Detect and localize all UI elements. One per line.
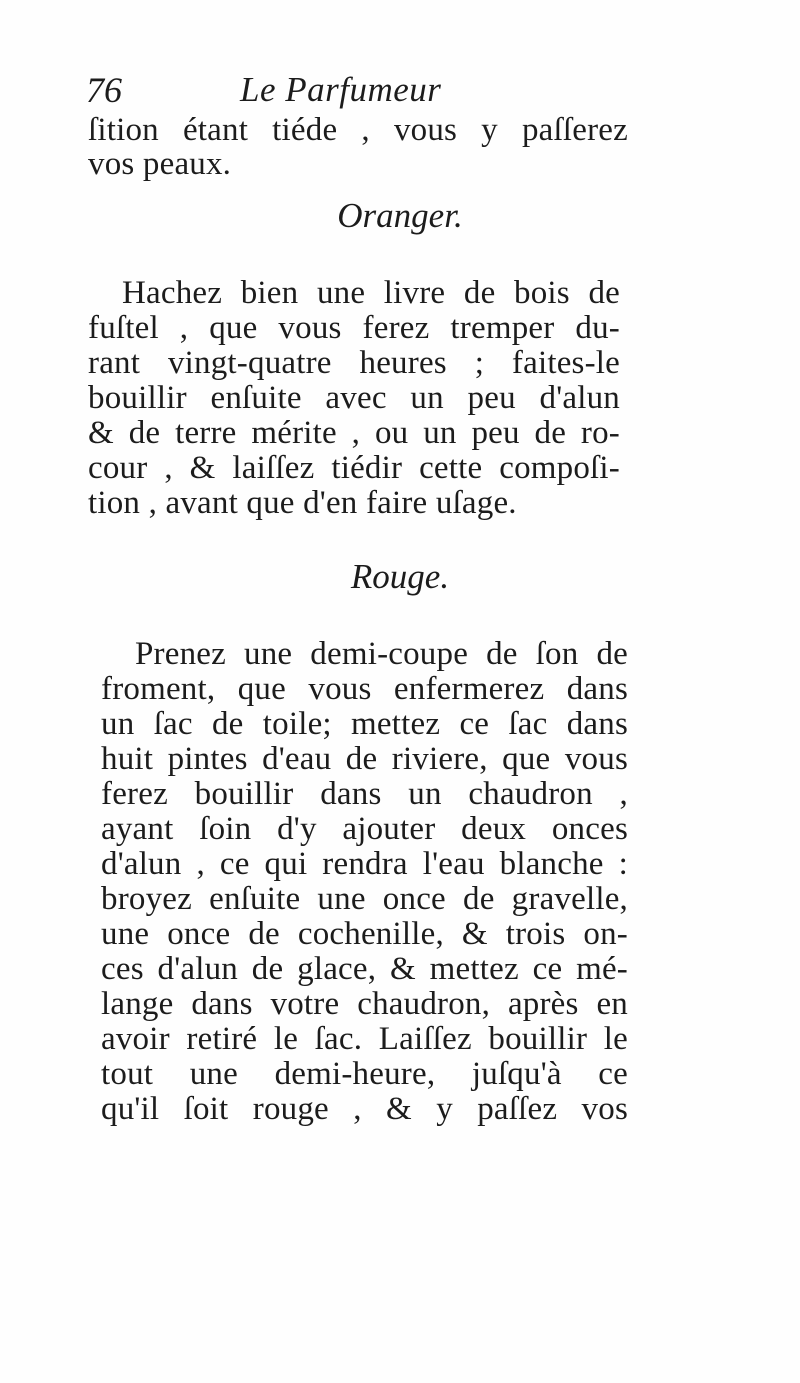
text-line: d'alun , ce qui rendra l'eau blanche : [101, 846, 628, 882]
text-line: ayant ſoin d'y ajouter deux onces [101, 811, 628, 847]
text-line: ferez bouillir dans un chaudron , [101, 776, 628, 812]
text-line: froment, que vous enfermerez dans [101, 671, 628, 707]
page-number: 76 [86, 70, 122, 110]
text-line: fuſtel , que vous ferez tremper du- [88, 310, 620, 346]
text-line: huit pintes d'eau de riviere, que vous [101, 741, 628, 777]
section-title-oranger: Oranger. [337, 196, 463, 235]
running-title: Le Parfumeur [240, 70, 442, 109]
text-line: un ſac de toile; mettez ce ſac dans [101, 706, 628, 742]
text-line: Hachez bien une livre de bois de [122, 275, 620, 311]
text-line: ces d'alun de glace, & mettez ce mé- [101, 951, 628, 987]
text-line: bouillir enſuite avec un peu d'alun [88, 380, 620, 416]
text-line: broyez enſuite une once de gravelle, [101, 881, 628, 917]
section-title-rouge: Rouge. [350, 557, 450, 596]
text-line: & de terre mérite , ou un peu de ro- [88, 415, 620, 451]
text-line: ſition étant tiéde , vous y paſſerez [88, 112, 628, 148]
text-line: qu'il ſoit rouge , & y paſſez vos [101, 1091, 628, 1127]
text-line: rant vingt-quatre heures ; faites-le [88, 345, 620, 381]
text-line: vos peaux. [88, 146, 232, 182]
text-line: lange dans votre chaudron, après en [101, 986, 628, 1022]
text-line: tion , avant que d'en faire uſage. [88, 485, 517, 521]
text-line: une once de cochenille, & trois on- [101, 916, 628, 952]
text-line: avoir retiré le ſac. Laiſſez bouillir le [101, 1021, 628, 1057]
text-line: cour , & laiſſez tiédir cette compoſi- [88, 450, 620, 486]
text-line: tout une demi-heure, juſqu'à ce [101, 1056, 628, 1092]
text-line: Prenez une demi-coupe de ſon de [135, 636, 628, 672]
